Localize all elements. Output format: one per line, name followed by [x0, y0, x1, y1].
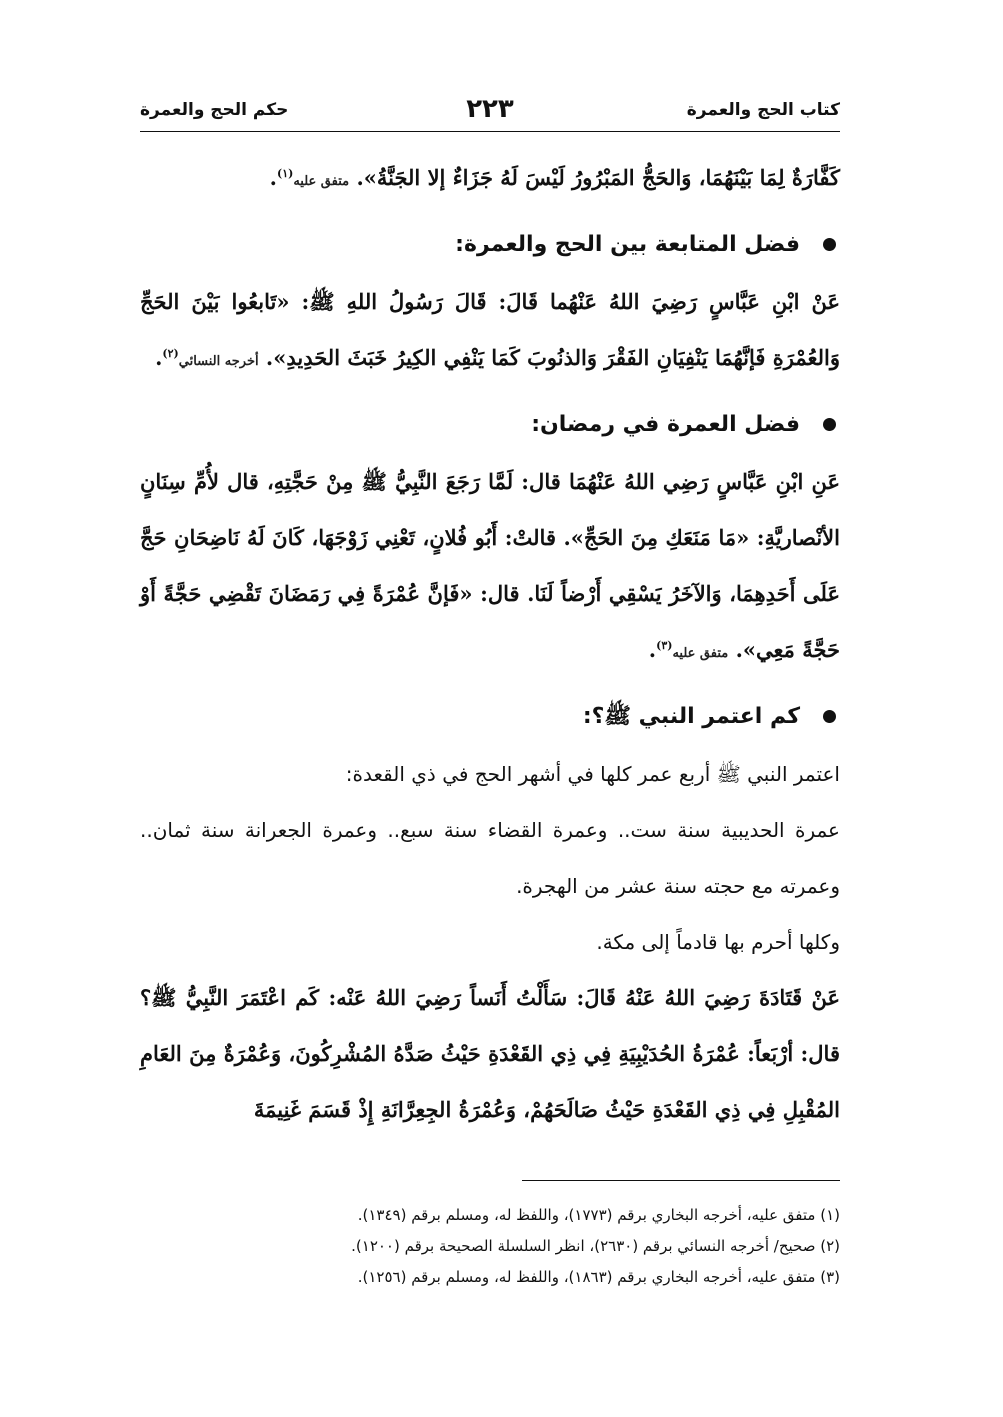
section-heading-1	[140, 216, 840, 274]
bullet-icon	[823, 418, 836, 431]
bullet-icon	[823, 238, 836, 251]
section2-text: عَنِ ابْنِ عَبَّاسٍ رَضِي اللهُ عَنْهُمَا قال: لَمَّا رَجَعَ النَّبِيُّ ﷺ مِنْ حَجَّتِهِ، قال لأُمِّ سِنَانٍ الأنْصاريَّةِ: «مَا مَنَعَكِ مِنَ الحَجِّ». قالتْ: أَبُو فُلانٍ، تَعْنِي زَوْجَهَا، كَانَ لَهُ نَاضِحَانِ حَجَّ عَلَى أَحَدِهِمَا، وَالآخَرُ يَسْقِي أَرْضاً لَنَا. قال: «فَإنَّ عُمْرَةً فِي رَمَضَانَ تَقْضِي حَجَّةً أَوْ حَجَّةً مَعِي».	[140, 469, 840, 662]
section1-citation: أخرجه النسائي	[178, 354, 259, 369]
header-rule	[140, 131, 840, 132]
section-heading-text: فضل المتابعة بين الحج والعمرة:	[455, 232, 800, 257]
intro-paragraph	[140, 150, 840, 210]
section2-end: .	[648, 637, 657, 662]
section-heading-text: كم اعتمر النبي ﷺ؟:	[582, 704, 800, 729]
section-heading-2	[140, 396, 840, 454]
intro-end: .	[269, 165, 277, 190]
main-text	[140, 150, 840, 1138]
intro-citation: متفق عليه	[293, 174, 350, 189]
section3-line-2: عمرة الحديبية سنة ست.. وعمرة القضاء سنة سبع.. وعمرة الجعرانة سنة ثمان.. وعمرته مع حجته سنة عشر من الهجرة.	[140, 818, 840, 898]
footnote-ref-1[interactable]: (١)	[276, 167, 294, 180]
section3-hadith: عَنْ قَتَادَةَ رَضِيَ اللهُ عَنْهُ قَالَ: سَأَلْتُ أَنَساً رَضِيَ اللهُ عَنْه: كَم اعْتَمَرَ النَّبِيُّ ﷺ؟ قال: أرْبَعاً: عُمْرَةُ الحُدَيْبِيَةِ فِي ذِي القَعْدَةِ حَيْثُ صَدَّهُ المُشْرِكُونَ، وَعُمْرَةٌ مِنَ العَامِ المُقْبِلِ فِي ذِي القَعْدَةِ حَيْثُ صَالَحَهُمْ، وَعُمْرَةُ الجِعِرَّانَةِ إِذْ قَسَمَ غَنِيمَةَ	[140, 985, 840, 1122]
section1-end: .	[155, 345, 163, 370]
document-page	[140, 0, 840, 1417]
footnote-2: (٢) صحيح/ أخرجه النسائي برقم (٢٦٣٠)، انظر السلسلة الصحيحة برقم (١٢٠٠).	[351, 1237, 840, 1255]
section2-citation: متفق عليه	[672, 646, 729, 661]
footnote-ref-2[interactable]: (٢)	[162, 347, 179, 360]
section-heading-3	[140, 688, 840, 746]
section1-text: عَنْ ابْنِ عَبَّاسٍ رَضِيَ اللهُ عَنْهُما قَالَ: قَالَ رَسُولُ اللهِ ﷺ: «تَابعُوا بَيْنَ الحَجِّ وَالعُمْرَةِ فَإنَّهُمَا يَنْفِيَانِ الفَقْرَ وَالذنُوبَ كَمَا يَنْفِي الكِيرُ خَبَثَ الحَدِيدِ».	[140, 289, 840, 370]
footnote-ref-3[interactable]: (٣)	[656, 639, 673, 652]
section2-paragraph	[140, 454, 840, 682]
chapter-title: حكم الحج والعمرة	[140, 100, 289, 120]
section-heading-text: فضل العمرة في رمضان:	[531, 412, 800, 437]
book-title: كتاب الحج والعمرة	[686, 100, 840, 120]
footnote-3: (٣) متفق عليه، أخرجه البخاري برقم (١٨٦٣)، واللفظ له، ومسلم برقم (١٢٥٦).	[357, 1268, 840, 1286]
section1-paragraph	[140, 274, 840, 390]
page-number: ٢٢٣	[466, 94, 514, 124]
running-header	[140, 96, 840, 130]
section3-line-1: اعتمر النبي ﷺ أربع عمر كلها في أشهر الحج في ذي القعدة:	[345, 762, 840, 786]
intro-text: كَفَّارَةٌ لِمَا بَيْنَهُمَا، وَالحَجُّ المَبْرُورُ لَيْسَ لَهُ جَزَاءٌ إلا الجَنَّةُ».	[356, 165, 840, 190]
footnote-rule	[522, 1180, 840, 1181]
footnotes	[140, 1200, 840, 1293]
section3-line-3: وكلها أحرم بها قادماً إلى مكة.	[596, 930, 840, 954]
bullet-icon	[823, 710, 836, 723]
footnote-1: (١) متفق عليه، أخرجه البخاري برقم (١٧٧٣)، واللفظ له، ومسلم برقم (١٣٤٩).	[357, 1206, 840, 1224]
